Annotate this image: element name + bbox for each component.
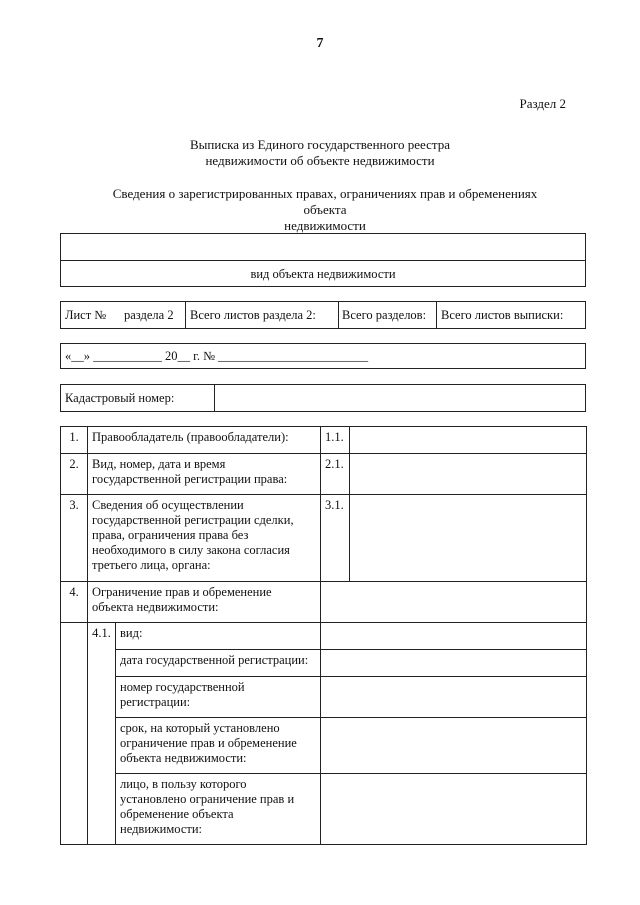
restriction-field-label: срок, на который установлено ограничение прав и обременение объекта недвижимости:	[116, 718, 321, 774]
document-subtitle-line-1: Сведения о зарегистрированных правах, ограничениях прав и обременениях объекта	[112, 186, 538, 217]
restriction-field-label: лицо, в пользу которого установлено ограничение прав и обременение объекта недвижимости:	[116, 774, 321, 845]
table-row	[61, 774, 587, 845]
row-label: Сведения об осуществлении государственной регистрации сделки, права, ограничения права без необходимого в силу закона согласия третьего лица, органа:	[88, 495, 321, 582]
restriction-number: 4.1.	[88, 623, 116, 845]
restriction-field-value	[321, 650, 587, 677]
section-sheet-label: раздела 2	[124, 308, 174, 322]
table-row	[61, 623, 587, 650]
table-row	[61, 582, 587, 623]
row-indent	[61, 623, 88, 845]
total-sections-label: Всего разделов:	[342, 308, 427, 322]
row-number: 4.	[61, 582, 88, 623]
row-sub-number: 1.1.	[321, 427, 350, 454]
restriction-field-value	[321, 623, 587, 650]
total-sheets-section-label: Всего листов раздела 2:	[190, 308, 316, 322]
restriction-field-label: дата государственной регистрации:	[116, 650, 321, 677]
table-row	[61, 650, 587, 677]
document-subtitle	[90, 186, 560, 234]
restriction-field-value	[321, 677, 587, 718]
restriction-field-value	[321, 718, 587, 774]
row-sub-number: 2.1.	[321, 454, 350, 495]
date-day: «__»	[65, 349, 90, 363]
sheet-info-row	[60, 301, 586, 329]
rights-table	[60, 426, 587, 845]
restriction-field-value	[321, 774, 587, 845]
table-row	[61, 718, 587, 774]
row-sub-number: 3.1.	[321, 495, 350, 582]
row-label: Вид, номер, дата и время государственной регистрации права:	[88, 454, 321, 495]
row-number: 3.	[61, 495, 88, 582]
document-title-line-1: Выписка из Единого государственного реестра	[190, 137, 450, 152]
restriction-field-label: вид:	[116, 623, 321, 650]
row-number: 1.	[61, 427, 88, 454]
restriction-field-label: номер государственной регистрации:	[116, 677, 321, 718]
document-title-line-2: недвижимости об объекте недвижимости	[205, 153, 435, 168]
document-title	[140, 137, 500, 169]
table-row	[61, 454, 587, 495]
row-value	[350, 495, 587, 582]
row-value	[350, 454, 587, 495]
cadastral-number-row	[60, 384, 586, 412]
table-row	[61, 677, 587, 718]
cadastral-number-label: Кадастровый номер:	[65, 391, 175, 405]
row-number: 2.	[61, 454, 88, 495]
object-type-label: вид объекта недвижимости	[250, 267, 396, 281]
table-row	[61, 427, 587, 454]
page-number: 7	[316, 36, 324, 51]
table-row	[61, 495, 587, 582]
sheet-number-label: Лист №	[65, 308, 107, 322]
total-sheets-extract-label: Всего листов выписки:	[441, 308, 564, 322]
date-line	[65, 349, 368, 364]
section-label: Раздел 2	[519, 96, 566, 111]
row-label: Правообладатель (правообладатели):	[88, 427, 321, 454]
registration-number-blank: ________________________	[218, 349, 369, 363]
date-line-box	[60, 343, 586, 369]
row-value	[321, 582, 587, 623]
row-label: Ограничение прав и обременение объекта недвижимости:	[88, 582, 321, 623]
document-subtitle-line-2: недвижимости	[284, 218, 366, 233]
date-year-number: 20__ г. №	[165, 349, 216, 363]
object-type-box	[60, 233, 586, 287]
row-value	[350, 427, 587, 454]
date-month-blank: ___________	[93, 349, 162, 363]
